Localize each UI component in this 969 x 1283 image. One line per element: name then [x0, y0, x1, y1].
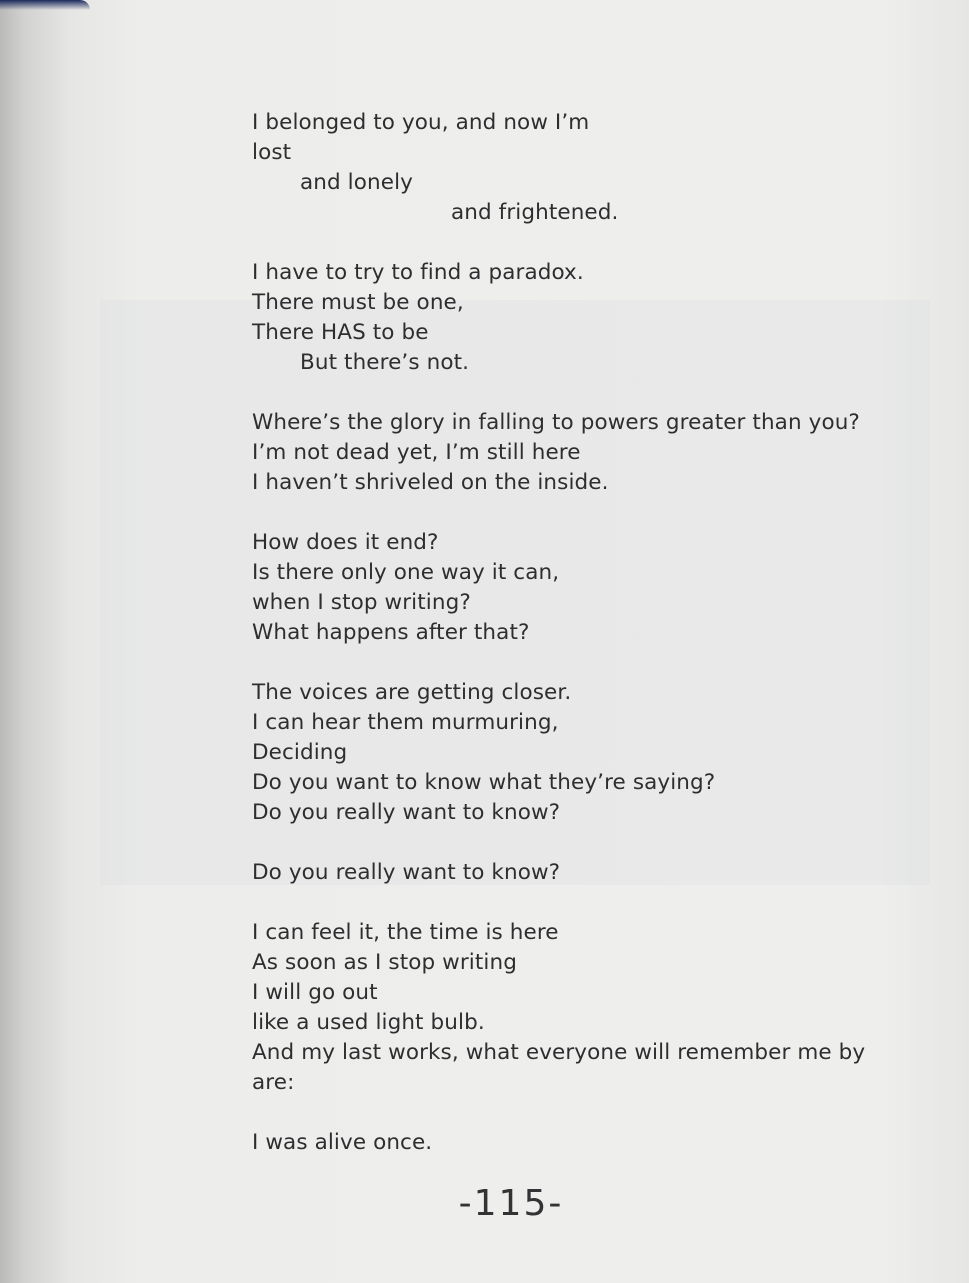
poem-line: I belonged to you, and now I’m [252, 110, 590, 135]
page-corner-shadow [0, 0, 90, 10]
stanza-break [252, 498, 952, 528]
poem-body [252, 108, 952, 1158]
poem-line: But there’s not. [300, 350, 470, 375]
poem-line: There must be one, [252, 290, 464, 315]
stanza-break [252, 828, 952, 858]
stanza-break [252, 888, 952, 918]
poem-line: Where’s the glory in falling to powers greater than you? [252, 410, 860, 435]
poem-line: I was alive once. [252, 1130, 433, 1155]
poem-line: and lonely [300, 170, 413, 195]
stanza-break [252, 228, 952, 258]
poem-line: Do you want to know what they’re saying? [252, 770, 716, 795]
poem-line: Do you really want to know? [252, 800, 561, 825]
poem-line: lost [252, 140, 292, 165]
poem-line: like a used light bulb. [252, 1010, 485, 1035]
poem-line: and frightened. [451, 200, 619, 225]
poem-line: As soon as I stop writing [252, 950, 517, 975]
poem-line: I can feel it, the time is here [252, 920, 559, 945]
stanza-break [252, 648, 952, 678]
poem-line: Deciding [252, 740, 348, 765]
poem-line: I will go out [252, 980, 378, 1005]
poem-line: There HAS to be [252, 320, 429, 345]
poem-line: I haven’t shriveled on the inside. [252, 470, 609, 495]
stanza-break [252, 1098, 952, 1128]
poem-line: are: [252, 1070, 295, 1095]
poem-line: when I stop writing? [252, 590, 471, 615]
poem-line: The voices are getting closer. [252, 680, 572, 705]
stanza-break [252, 378, 952, 408]
poem-line: I’m not dead yet, I’m still here [252, 440, 581, 465]
poem-line: I have to try to find a paradox. [252, 260, 584, 285]
poem-line: Do you really want to know? [252, 860, 561, 885]
poem-line: I can hear them murmuring, [252, 710, 559, 735]
poem-line: How does it end? [252, 530, 439, 555]
poem-line: And my last works, what everyone will remember me by [252, 1040, 866, 1065]
page-number: -115- [458, 1183, 564, 1224]
poem-line: What happens after that? [252, 620, 530, 645]
poem-line: Is there only one way it can, [252, 560, 560, 585]
